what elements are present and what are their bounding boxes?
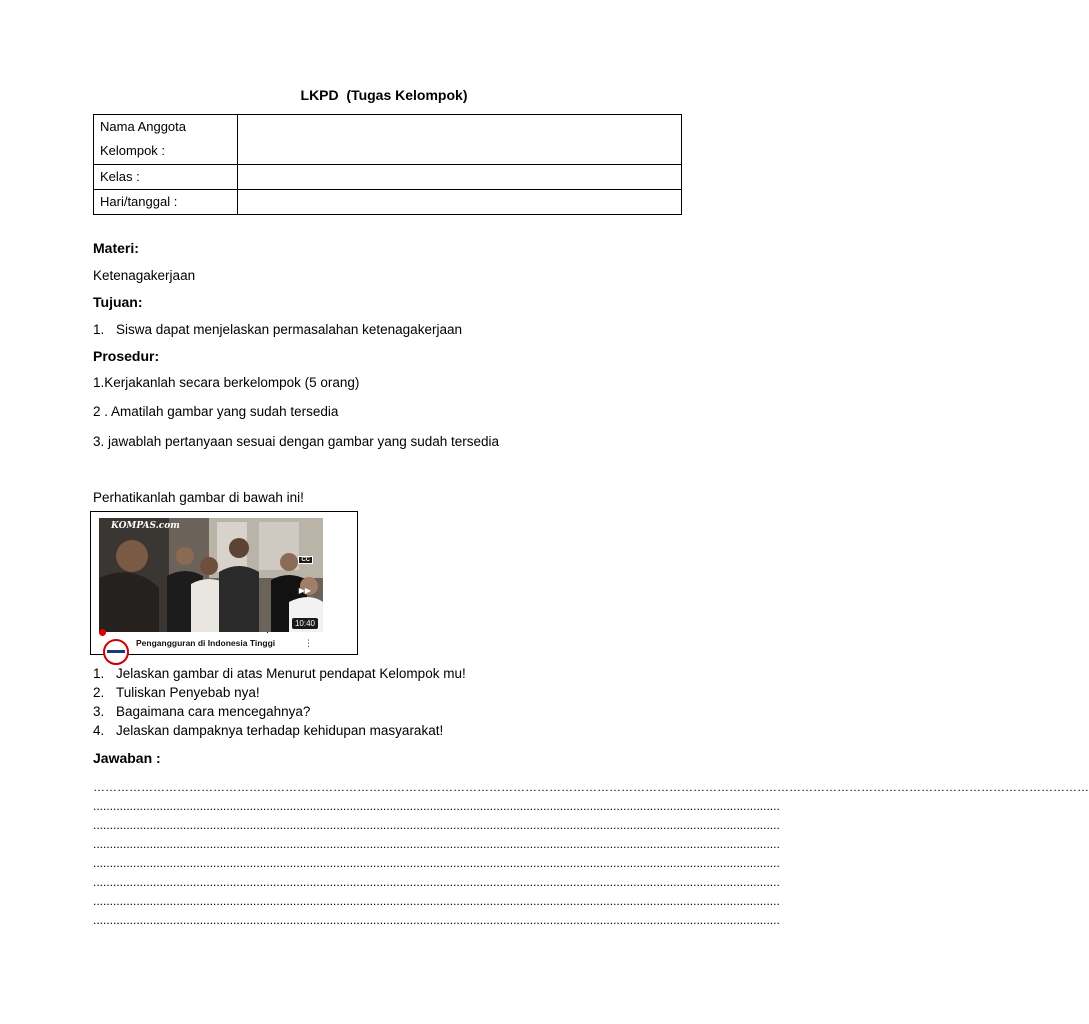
label-hari-tanggal: Hari/tanggal : — [94, 190, 238, 215]
more-options-icon[interactable]: ⋮ — [304, 638, 313, 648]
question-list — [93, 664, 466, 740]
document-title: LKPD (Tugas Kelompok) — [300, 87, 468, 103]
value-cell-hari-tanggal[interactable] — [238, 190, 682, 215]
duration-badge: 10:40 — [292, 618, 318, 629]
image-intro: Perhatikanlah gambar di bawah ini! — [93, 490, 304, 505]
answer-line[interactable]: .............................................................................................................................................................................................................. — [93, 799, 780, 813]
label-nama-anggota: Nama Anggota — [100, 119, 187, 134]
answer-line[interactable]: .............................................................................................................................................................................................................. — [93, 837, 780, 851]
answer-line[interactable]: .............................................................................................................................................................................................................. — [93, 913, 780, 927]
materi-heading: Materi: — [93, 240, 139, 256]
value-cell-nama-anggota[interactable] — [238, 115, 682, 165]
progress-dot[interactable] — [99, 629, 106, 636]
label-kelas: Kelas : — [94, 165, 238, 190]
value-cell-kelas[interactable] — [238, 165, 682, 190]
answer-line[interactable]: .............................................................................................................................................................................................................. — [93, 894, 780, 908]
video-caption[interactable]: Pengangguran di Indonesia Tinggi — [136, 638, 276, 648]
prosedur-step-3: 3. jawablah pertanyaan sesuai dengan gambar yang sudah tersedia — [93, 434, 500, 449]
answer-line[interactable]: .............................................................................................................................................................................................................. — [93, 856, 780, 870]
materi-text: Ketenagakerjaan — [93, 268, 196, 283]
tujuan-list — [93, 322, 462, 337]
cc-badge[interactable]: CC — [298, 556, 313, 564]
list-item: 1. Jelaskan gambar di atas Menurut pendapat Kelompok mu! — [93, 666, 466, 681]
group-info-table — [93, 114, 682, 215]
skip-icon[interactable]: ▶▶ — [298, 586, 311, 595]
answer-line[interactable]: …………………………………………………………………………………………………………………………………………………………………………………………………………………………… — [93, 780, 1089, 794]
answer-line[interactable]: .............................................................................................................................................................................................................. — [93, 818, 780, 832]
label-kelompok: Kelompok : — [100, 143, 166, 158]
list-item: 2. Tuliskan Penyebab nya! — [93, 685, 260, 700]
brand-logo: KOMPAS.com — [111, 521, 180, 531]
video-thumbnail[interactable] — [99, 518, 323, 632]
video-thumbnail-frame — [90, 511, 358, 655]
table-row — [94, 165, 682, 190]
list-item: 4. Jelaskan dampaknya terhadap kehidupan masyarakat! — [93, 723, 444, 738]
prosedur-heading: Prosedur: — [93, 348, 160, 364]
table-row — [94, 190, 682, 215]
answer-line[interactable]: .............................................................................................................................................................................................................. — [93, 875, 780, 889]
list-item: 3. Bagaimana cara mencegahnya? — [93, 704, 311, 719]
prosedur-step-2: 2 . Amatilah gambar yang sudah tersedia — [93, 404, 339, 419]
prosedur-step-1: 1.Kerjakanlah secara berkelompok (5 orang) — [93, 375, 360, 390]
crowd-photo — [99, 518, 323, 632]
tujuan-heading: Tujuan: — [93, 294, 143, 310]
channel-avatar[interactable] — [103, 639, 129, 653]
list-item: 1. Siswa dapat menjelaskan permasalahan ketenagakerjaan — [93, 322, 462, 337]
table-row — [94, 115, 682, 165]
jawaban-heading: Jawaban : — [93, 750, 161, 766]
label-cell-nama-anggota — [94, 115, 238, 165]
